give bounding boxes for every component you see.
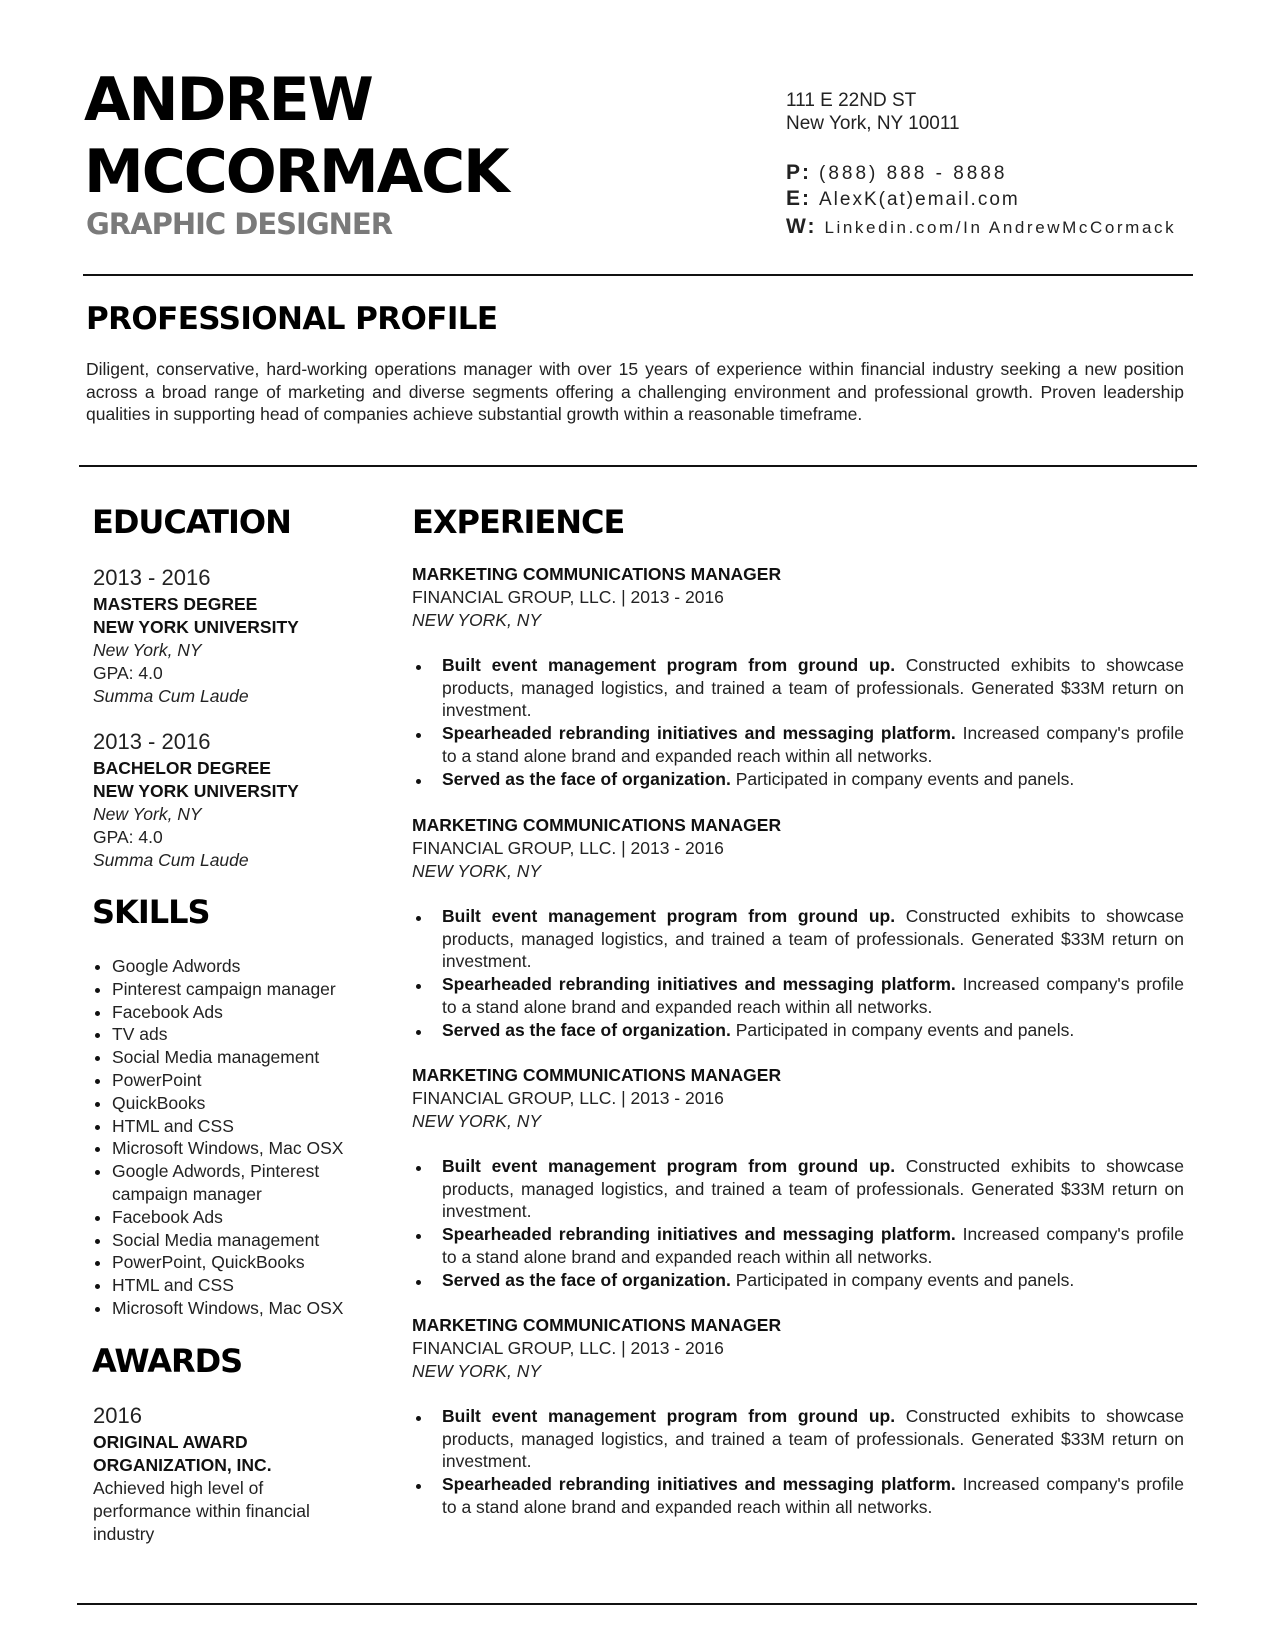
skill-item: Google Adwords <box>95 955 385 978</box>
job-company: FINANCIAL GROUP, LLC. | 2013 - 2016 <box>412 587 724 607</box>
job-bullets <box>412 905 1184 1041</box>
divider-footer <box>77 1603 1197 1605</box>
job-company: FINANCIAL GROUP, LLC. | 2013 - 2016 <box>412 838 724 858</box>
name-last: MCCORMACK <box>84 137 508 207</box>
job-bullet <box>412 654 1184 722</box>
job-position: MARKETING COMMUNICATIONS MANAGER <box>412 815 782 835</box>
education-location: New York, NY <box>93 804 202 824</box>
contact-web <box>786 216 1176 237</box>
education-years: 2013 - 2016 <box>93 565 211 590</box>
education-school: NEW YORK UNIVERSITY <box>93 781 299 801</box>
award-organization: ORGANIZATION, INC. <box>93 1455 272 1475</box>
education-heading: EDUCATION <box>92 503 291 541</box>
divider-header <box>83 274 1193 276</box>
education-entry <box>93 729 383 872</box>
bullet-lead: Served as the face of organization. <box>442 1269 731 1290</box>
job-bullet <box>412 722 1184 767</box>
job-entry <box>412 814 1184 1041</box>
bullet-lead: Built event management program from ground up. <box>442 655 896 675</box>
education-degree: MASTERS DEGREE <box>93 594 258 614</box>
job-bullets <box>412 1405 1184 1519</box>
skill-item: PowerPoint <box>95 1069 385 1092</box>
skills-list <box>95 955 385 1320</box>
skill-item: Microsoft Windows, Mac OSX <box>95 1137 385 1160</box>
bullet-lead: Built event management program from ground up. <box>442 1406 896 1426</box>
job-bullet <box>412 1405 1184 1473</box>
bullet-text: Participated in company events and panels. <box>730 1269 1075 1290</box>
awards-heading: AWARDS <box>92 1342 243 1380</box>
job-position: MARKETING COMMUNICATIONS MANAGER <box>412 1065 782 1085</box>
job-bullet <box>412 1223 1184 1268</box>
job-company: FINANCIAL GROUP, LLC. | 2013 - 2016 <box>412 1088 724 1108</box>
skill-item: Google Adwords, Pinterest campaign manager <box>95 1160 385 1206</box>
education-location: New York, NY <box>93 640 202 660</box>
bullet-text: Constructed exhibits to showcase products, managed logistics, and trained a team of professionals. Generated $33M return on investment. <box>442 906 1184 972</box>
bullet-text: Participated in company events and panels. <box>730 768 1075 789</box>
job-entry <box>412 1314 1184 1519</box>
bullet-lead: Built event management program from ground up. <box>442 1156 896 1176</box>
skill-item: Social Media management <box>95 1229 385 1252</box>
bullet-lead: Served as the face of organization. <box>442 768 731 789</box>
award-entry <box>93 1403 338 1546</box>
email-value: AlexK(at)email.com <box>819 189 1020 210</box>
skill-item: Facebook Ads <box>95 1001 385 1024</box>
contact-email <box>786 188 1020 209</box>
contact-phone <box>786 162 1008 183</box>
award-year: 2016 <box>93 1403 142 1428</box>
job-bullet <box>412 1269 1184 1292</box>
bullet-text: Increased company's profile to a stand alone brand and expanded reach within all networks. <box>442 974 1185 1017</box>
job-bullet <box>412 973 1184 1018</box>
skill-item: Pinterest campaign manager <box>95 978 385 1001</box>
job-location: NEW YORK, NY <box>412 1111 542 1131</box>
award-description: Achieved high level of performance within financial industry <box>93 1478 310 1544</box>
web-label: W: <box>786 215 817 238</box>
bullet-text: Participated in company events and panels. <box>730 1019 1075 1040</box>
job-bullets <box>412 654 1184 790</box>
job-location: NEW YORK, NY <box>412 1361 542 1381</box>
education-gpa: GPA: 4.0 <box>93 827 163 847</box>
skill-item: QuickBooks <box>95 1092 385 1115</box>
phone-value: (888) 888 - 8888 <box>819 163 1008 184</box>
skill-item: PowerPoint, QuickBooks <box>95 1251 385 1274</box>
profile-text: Diligent, conservative, hard-working operations manager with over 15 years of experience within financial industry seeking a new position across a broad range of marketing and diverse segments offering a challenging environment and professional growth. Proven leadership qualities in supporting head of companies achieve substantial growth within a reasonable timeframe. <box>86 359 1184 424</box>
job-position: MARKETING COMMUNICATIONS MANAGER <box>412 564 782 584</box>
skill-item: Microsoft Windows, Mac OSX <box>95 1297 385 1320</box>
bullet-text: Increased company's profile to a stand alone brand and expanded reach within all networks. <box>442 723 1185 766</box>
bullet-lead: Spearheaded rebranding initiatives and messaging platform. <box>442 1224 956 1245</box>
job-title: GRAPHIC DESIGNER <box>86 207 393 241</box>
skill-item: Facebook Ads <box>95 1206 385 1229</box>
job-company: FINANCIAL GROUP, LLC. | 2013 - 2016 <box>412 1338 724 1358</box>
education-years: 2013 - 2016 <box>93 729 211 754</box>
bullet-lead: Built event management program from ground up. <box>442 906 896 926</box>
profile-heading: PROFESSIONAL PROFILE <box>86 301 498 337</box>
award-name: ORIGINAL AWARD <box>93 1432 248 1452</box>
skill-item: TV ads <box>95 1023 385 1046</box>
job-bullet <box>412 768 1184 791</box>
bullet-text: Increased company's profile to a stand alone brand and expanded reach within all networks. <box>442 1224 1185 1267</box>
bullet-lead: Spearheaded rebranding initiatives and messaging platform. <box>442 1474 956 1495</box>
bullet-lead: Spearheaded rebranding initiatives and messaging platform. <box>442 723 956 744</box>
skill-item: HTML and CSS <box>95 1115 385 1138</box>
job-bullets <box>412 1155 1184 1291</box>
job-position: MARKETING COMMUNICATIONS MANAGER <box>412 1315 782 1335</box>
education-honors: Summa Cum Laude <box>93 850 249 870</box>
job-bullet <box>412 1019 1184 1042</box>
job-entry <box>412 563 1184 790</box>
phone-label: P: <box>786 161 811 184</box>
skills-heading: SKILLS <box>92 893 210 931</box>
name-first: ANDREW <box>84 65 372 135</box>
bullet-lead: Served as the face of organization. <box>442 1019 731 1040</box>
job-bullet <box>412 905 1184 973</box>
web-value: Linkedin.com/In AndrewMcCormack <box>824 218 1177 237</box>
divider-profile <box>79 465 1197 467</box>
skill-item: Social Media management <box>95 1046 385 1069</box>
address-city: New York, NY 10011 <box>786 113 960 134</box>
education-honors: Summa Cum Laude <box>93 686 249 706</box>
education-school: NEW YORK UNIVERSITY <box>93 617 299 637</box>
experience-heading: EXPERIENCE <box>412 503 625 541</box>
bullet-text: Constructed exhibits to showcase products, managed logistics, and trained a team of professionals. Generated $33M return on investment. <box>442 1156 1184 1222</box>
email-label: E: <box>786 187 811 210</box>
job-entry <box>412 1064 1184 1291</box>
skill-item: HTML and CSS <box>95 1274 385 1297</box>
bullet-lead: Spearheaded rebranding initiatives and messaging platform. <box>442 974 956 995</box>
address-street: 111 E 22ND ST <box>786 90 917 111</box>
job-location: NEW YORK, NY <box>412 610 542 630</box>
bullet-text: Increased company's profile to a stand alone brand and expanded reach within all networks. <box>442 1474 1185 1517</box>
job-bullet <box>412 1473 1184 1518</box>
education-gpa: GPA: 4.0 <box>93 663 163 683</box>
education-entry <box>93 565 383 708</box>
bullet-text: Constructed exhibits to showcase products, managed logistics, and trained a team of professionals. Generated $33M return on investment. <box>442 655 1184 721</box>
job-bullet <box>412 1155 1184 1223</box>
education-degree: BACHELOR DEGREE <box>93 758 271 778</box>
job-location: NEW YORK, NY <box>412 861 542 881</box>
bullet-text: Constructed exhibits to showcase products, managed logistics, and trained a team of professionals. Generated $33M return on investment. <box>442 1406 1184 1472</box>
